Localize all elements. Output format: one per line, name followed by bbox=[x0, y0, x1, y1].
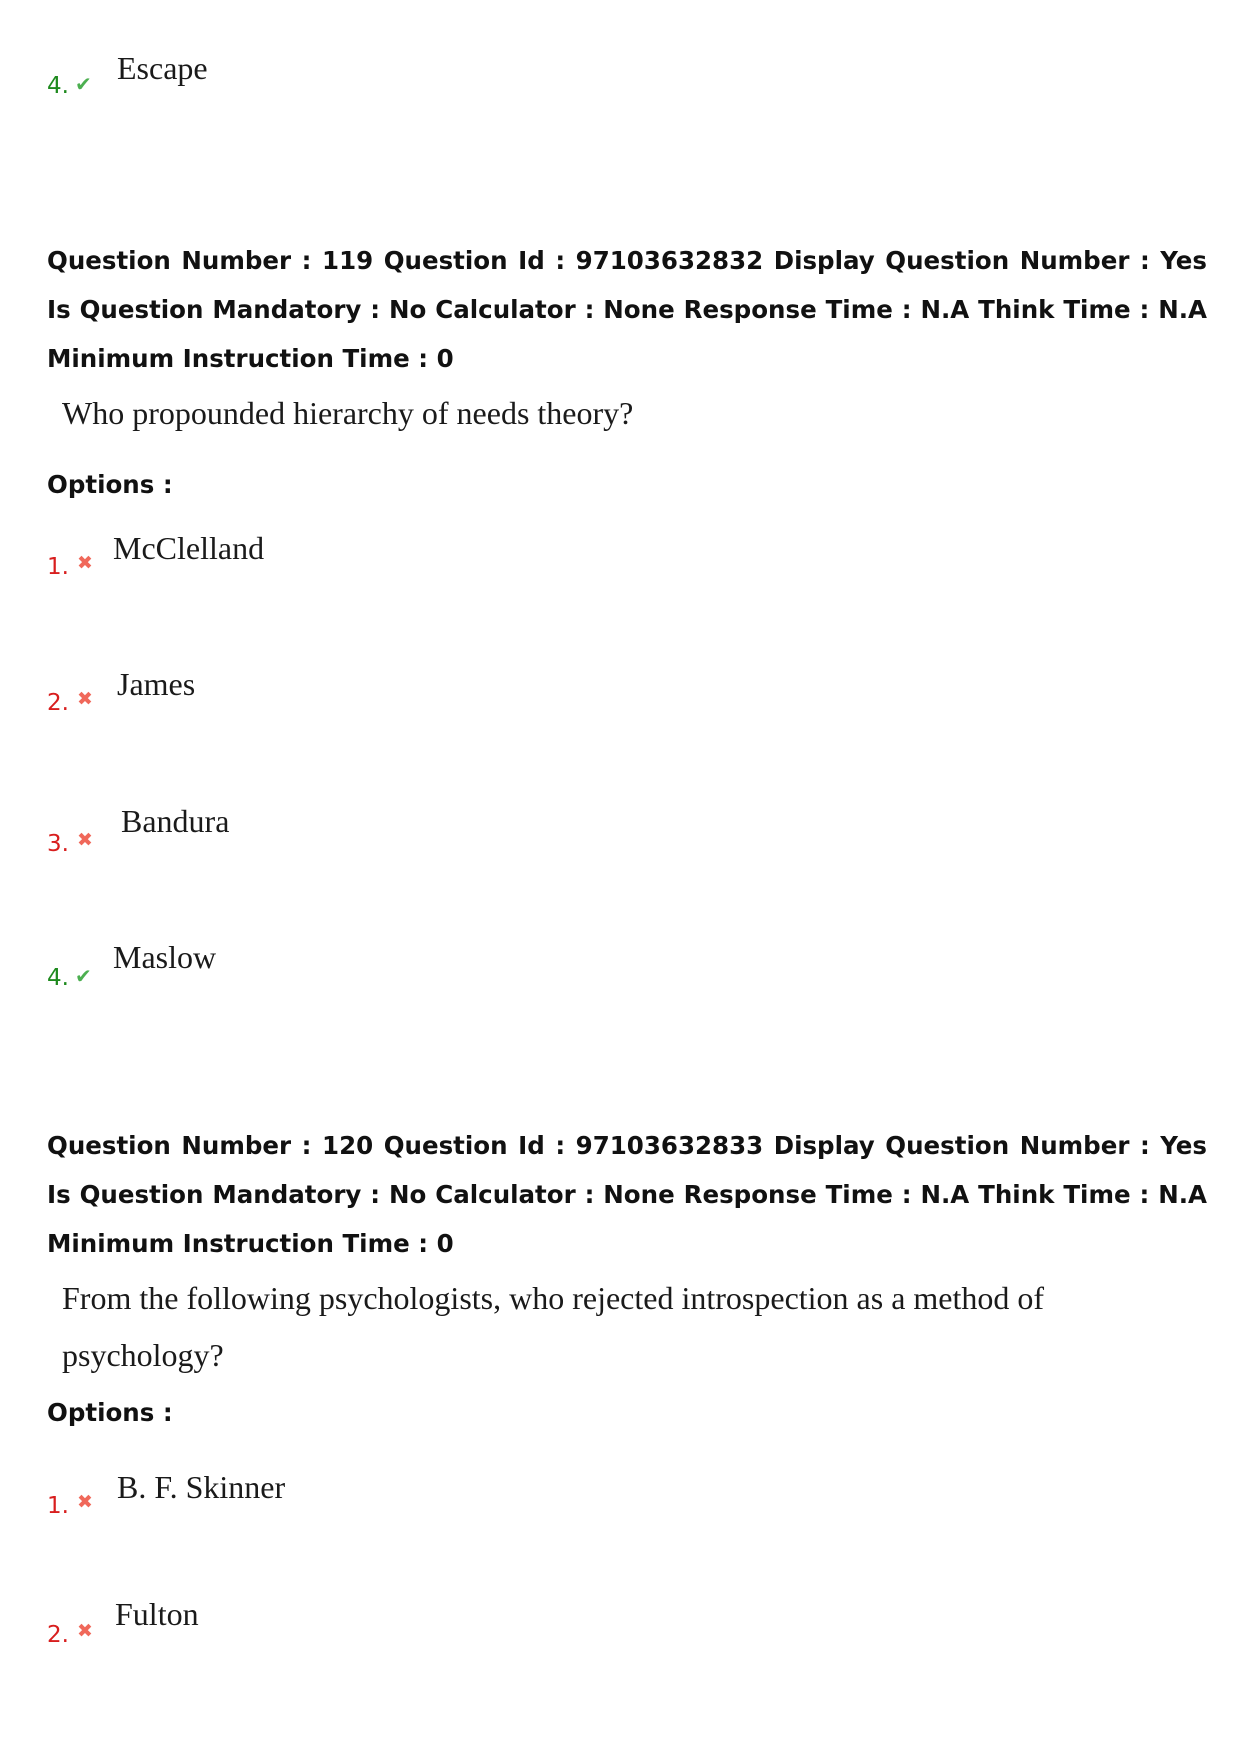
option-number: 2. bbox=[47, 1622, 69, 1648]
cross-icon: ✖ bbox=[77, 552, 93, 574]
question-text: Who propounded hierarchy of needs theory? bbox=[62, 395, 634, 431]
question-text: From the following psychologists, who rejected introspection as a method of psychology? bbox=[62, 1280, 1045, 1373]
cross-icon: ✖ bbox=[77, 688, 93, 710]
cross-icon: ✖ bbox=[77, 1491, 93, 1513]
option-number: 1. bbox=[47, 1493, 69, 1519]
cross-icon: ✖ bbox=[77, 829, 93, 851]
option-text: James bbox=[117, 666, 196, 702]
option-text: Fulton bbox=[115, 1596, 199, 1632]
option-text: McClelland bbox=[113, 530, 265, 566]
option-text: B. F. Skinner bbox=[117, 1469, 286, 1505]
option-number: 4. bbox=[47, 73, 69, 99]
question-meta: Question Number : 119 Question Id : 97103632832 Display Question Number : Yes Is Question Mandatory : No Calculator : None Response Time : N.A Think Time : N.A Minimum Instruction Time : 0 bbox=[47, 246, 1207, 373]
option-text: Maslow bbox=[113, 939, 217, 975]
option-number: 4. bbox=[47, 965, 69, 991]
check-icon: ✔ bbox=[75, 964, 92, 988]
options-label: Options : bbox=[47, 470, 173, 499]
option-text: Bandura bbox=[121, 803, 230, 839]
option-number: 3. bbox=[47, 831, 69, 857]
question-meta: Question Number : 120 Question Id : 97103632833 Display Question Number : Yes Is Question Mandatory : No Calculator : None Response Time : N.A Think Time : N.A Minimum Instruction Time : 0 bbox=[47, 1131, 1207, 1258]
option-number: 2. bbox=[47, 690, 69, 716]
check-icon: ✔ bbox=[75, 72, 92, 96]
option-text: Escape bbox=[117, 50, 208, 86]
options-label: Options : bbox=[47, 1398, 173, 1427]
option-number: 1. bbox=[47, 554, 69, 580]
cross-icon: ✖ bbox=[77, 1620, 93, 1642]
